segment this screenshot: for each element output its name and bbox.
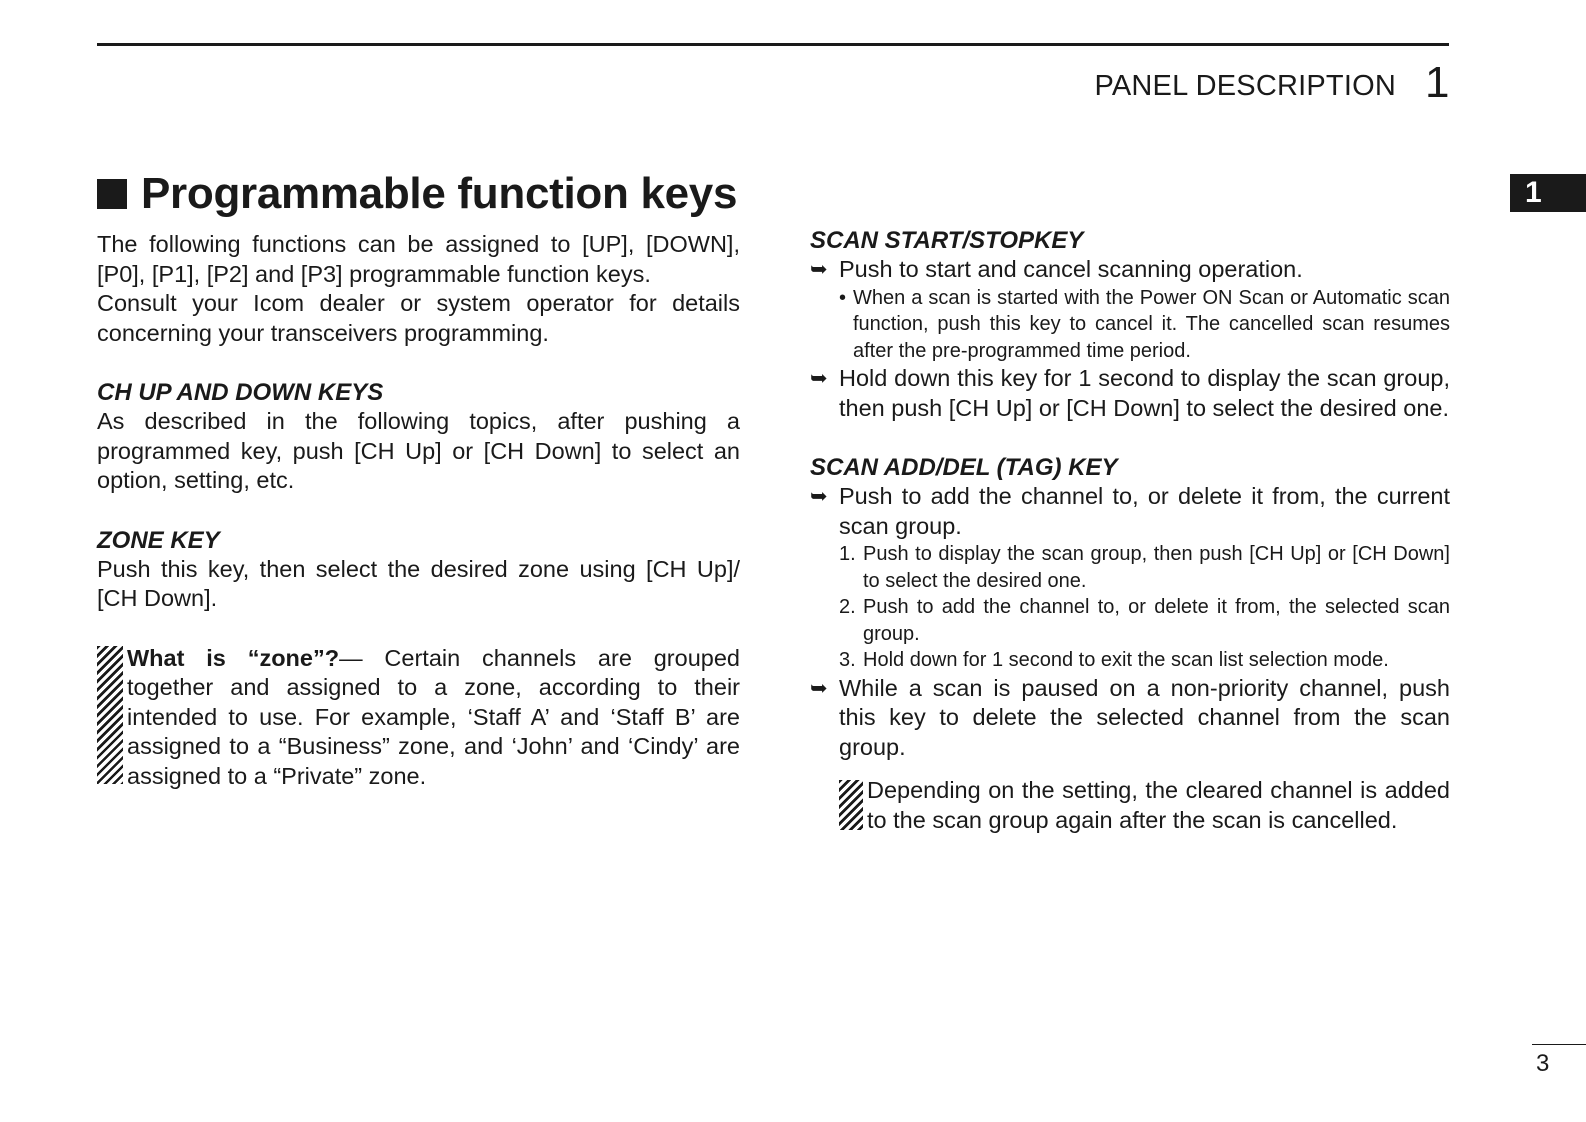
tag-step bbox=[839, 647, 1450, 674]
scan-bullet-text: When a scan is started with the Power ON Scan or Automatic scan function, push this key to cancel it. The cancelled scan resumes after the pre-programmed time period. bbox=[853, 286, 1450, 362]
chapter-tab: 1 bbox=[1510, 174, 1586, 212]
arrow-icon: ➥ bbox=[810, 676, 828, 700]
zone-key-heading: ZONE KEY bbox=[97, 526, 220, 554]
tag-step-number: 3. bbox=[839, 649, 856, 671]
tag-step-number: 2. bbox=[839, 596, 856, 618]
scan-bullet-list bbox=[839, 285, 1450, 365]
page-number-rule bbox=[1532, 1044, 1586, 1045]
tag-step-text: Push to add the channel to, or delete it from, the selected scan group. bbox=[863, 596, 1450, 645]
scan-item-2 bbox=[810, 364, 1450, 423]
ch-keys-heading: CH UP AND DOWN KEYS bbox=[97, 379, 384, 406]
tag-steps-list bbox=[839, 541, 1450, 674]
section-heading-text: Programmable function keys bbox=[141, 169, 738, 218]
zone-note-text bbox=[127, 644, 740, 792]
tag-key-heading: SCAN ADD/DEL (TAG) KEY bbox=[810, 454, 1118, 481]
scan-item-1-text: Push to start and cancel scanning operation. bbox=[839, 256, 1303, 282]
note-hatch-icon bbox=[839, 780, 863, 830]
tag-step bbox=[839, 594, 1450, 647]
tag-item-1 bbox=[810, 482, 1450, 541]
section-heading bbox=[97, 168, 740, 220]
tag-step bbox=[839, 541, 1450, 594]
intro-paragraph-1: The following functions can be assigned to [UP], [DOWN], [P0], [P1], [P2] and [P3] programmable function keys. bbox=[97, 231, 740, 287]
square-bullet-icon bbox=[97, 179, 127, 209]
tag-item-2 bbox=[810, 674, 1450, 763]
tag-step-number: 1. bbox=[839, 543, 856, 565]
right-column bbox=[810, 226, 1450, 835]
zone-note bbox=[97, 644, 740, 792]
intro-paragraph-2: Consult your Icom dealer or system operator for details concerning your transceivers programming. bbox=[97, 290, 740, 346]
page-number: 3 bbox=[1536, 1050, 1550, 1077]
tag-step-text: Push to display the scan group, then push [CH Up] or [CH Down] to select the desired one. bbox=[863, 543, 1450, 592]
zone-key-text: Push this key, then select the desired zone using [CH Up]/ [CH Down]. bbox=[97, 555, 740, 611]
tag-item-1-text: Push to add the channel to, or delete it from, the current scan group. bbox=[839, 483, 1450, 539]
arrow-icon: ➥ bbox=[810, 258, 828, 281]
tag-note bbox=[839, 776, 1450, 835]
scan-item-2-text: Hold down this key for 1 second to display the scan group, then push [CH Up] or [CH Down] to select the desired one. bbox=[839, 365, 1450, 421]
zone-note-body: — Certain channels are grouped together and assigned to a zone, according to their intended to use. For example, ‘Staff A’ and ‘Staff B’ are assigned to a “Business” zone, and ‘John’ and ‘Cindy’ are assigned to a “Private” zone. bbox=[127, 644, 740, 789]
chapter-title: PANEL DESCRIPTION bbox=[1094, 70, 1396, 102]
zone-note-title: What is “zone”? bbox=[127, 644, 340, 671]
ch-keys-text: As described in the following topics, after pushing a programmed key, push [CH Up] or [CH Down] to select an option, setting, etc. bbox=[97, 408, 740, 493]
chapter-number: 1 bbox=[1425, 58, 1450, 107]
note-hatch-icon bbox=[97, 646, 123, 784]
header-rule bbox=[97, 43, 1449, 46]
tag-item-2-text: While a scan is paused on a non-priority channel, push this key to delete the selected channel from the scan group. bbox=[839, 674, 1450, 760]
scan-item-1 bbox=[810, 255, 1450, 285]
tag-note-text: Depending on the setting, the cleared channel is added to the scan group again after the scan is cancelled. bbox=[867, 777, 1450, 833]
tag-step-text: Hold down for 1 second to exit the scan list selection mode. bbox=[863, 649, 1389, 671]
left-column bbox=[97, 168, 740, 791]
arrow-icon: ➥ bbox=[810, 367, 828, 390]
scan-key-heading: SCAN START/STOPKEY bbox=[810, 227, 1084, 254]
bullet-icon: • bbox=[839, 286, 847, 309]
scan-bullet bbox=[839, 285, 1450, 365]
arrow-icon: ➥ bbox=[810, 485, 828, 508]
